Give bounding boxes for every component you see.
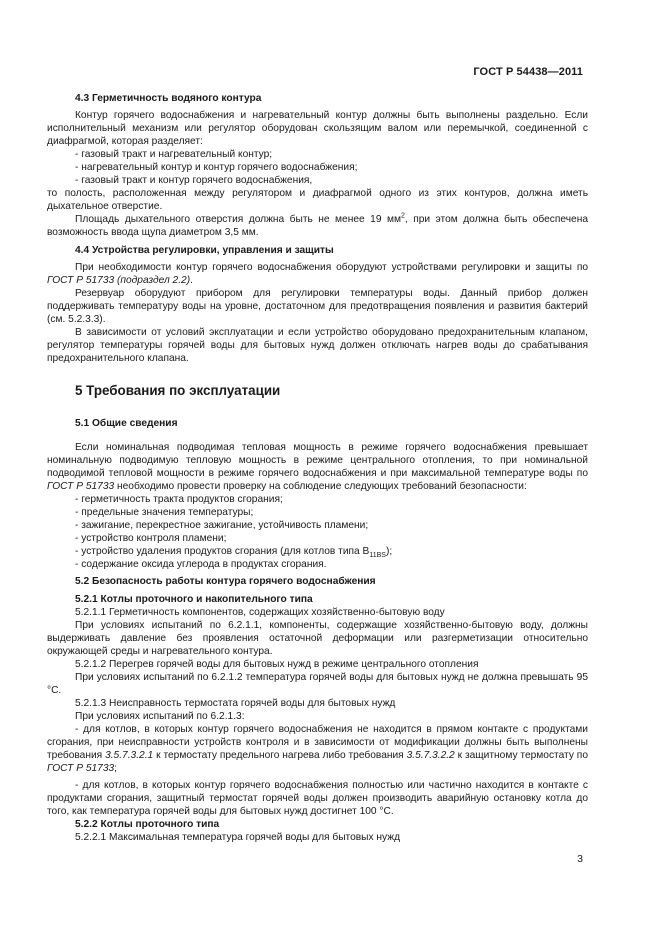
paragraph: Контур горячего водоснабжения и нагревательный контур должны быть выполнены раздельно. Если исполнительный механизм или регулятор оборудован скользящим валом или перемычкой, соединенной с диафрагмой, которая разделяет:	[47, 110, 588, 148]
list-item: - для котлов, в которых контур горячего водоснабжения не находится в прямом контакте с продуктами сгорания, при неисправности устройств контроля и в зависимости от модификации должны быть выполнены требования 3.5.7.3.2.1 к термостату предельного нагрева либо требования 3.5.7.3.2.2 к защитному термостату по ГОСТ Р 51733;	[47, 723, 588, 775]
standard-reference: ГОСТ Р 51733	[47, 763, 115, 775]
standard-header: ГОСТ Р 54438—2011	[473, 66, 583, 78]
paragraph: В зависимости от условий эксплуатации и если устройство оборудовано предохранительным клапаном, регулятор температуры горячей воды для бытовых нужд должен отключать нагрев воды до срабатывания предохранительного клапана.	[47, 326, 588, 364]
page-number: 3	[577, 853, 583, 865]
paragraph: Площадь дыхательного отверстия должна быть не менее 19 $мм^2$, при этом должна быть обеспечена возможность ввода щупа диаметром 3,5 мм.	[47, 213, 589, 239]
subsection-title: 5.2.1.3 Неисправность термостата горячей воды для бытовых нужд	[75, 697, 396, 709]
paragraph: При необходимости контур горячего водоснабжения оборудуют устройствами регулировки и защиты по ГОСТ Р 51733 (подраздел 2.2).	[47, 261, 588, 286]
list-item: - зажигание, перекрестное зажигание, устойчивость пламени;	[75, 520, 369, 532]
list-item: - для котлов, в которых контур горячего водоснабжения полностью или частично находится в контакте с продуктами сгорания, защитный термостат горячей воды должен производить аварийную остановку котла до того, как температура горячей воды для бытовых нужд достигнет 100 °С.	[47, 780, 588, 818]
subsection-title: 5.2.1.1 Герметичность компонентов, содержащих хозяйственно-бытовую воду	[75, 606, 445, 618]
standard-reference: ГОСТ Р 51733 (подраздел 2.2)	[47, 274, 191, 286]
paragraph: При условиях испытаний по 6.2.1.1, компоненты, содержащие хозяйственно-бытовую воду, должны выдерживать давление без проявления остаточной деформации или разгерметизации относительно окружающей среды и нагревательного контура.	[47, 619, 588, 657]
standard-reference: ГОСТ Р 51733	[47, 481, 115, 493]
list-item: - содержание оксида углерода в продуктах сгорания.	[75, 559, 327, 571]
page-body	[47, 92, 588, 844]
subsection-title: 5.2.1.2 Перегрев горячей воды для бытовых нужд в режиме центрального отопления	[75, 658, 479, 670]
paragraph: то полость, расположенная между регулятором и диафрагмой одного из этих контуров, должна иметь дыхательное отверстие.	[47, 188, 588, 213]
list-item: - газовый тракт и контур горячего водоснабжения,	[75, 175, 313, 187]
section-4-3-title: 4.3 Герметичность водяного контура	[75, 93, 262, 104]
list-item: - устройство удаления продуктов сгорания (для котлов типа $B_{11BS}$);	[75, 546, 393, 560]
paragraph: Резервуар оборудуют прибором для регулировки температуры воды. Данный прибор должен поддерживать температуру воды на уровне, достаточном для предотвращения появления и развития бактерий (см. 5.2.3.3).	[47, 287, 588, 325]
section-5-2-title: 5.2 Безопасность работы контура горячего водоснабжения	[75, 576, 376, 588]
section-5-1-title: 5.1 Общие сведения	[75, 417, 178, 429]
list-item: - газовый тракт и нагревательный контур;	[75, 149, 273, 161]
subsection-title: 5.2.2.1 Максимальная температура горячей воды для бытовых нужд	[75, 832, 401, 844]
paragraph: Если номинальная подводимая тепловая мощность в режиме горячего водоснабжения превышает номинальную подводимую тепловую мощность в режиме центрального отопления, то при номинальной подводимой тепловой мощности в режиме горячего водоснабжения и при максимальной температуре воды по ГОСТ Р 51733 необходимо провести проверку на соблюдение следующих требований безопасности:	[47, 441, 588, 493]
section-4-4-title: 4.4 Устройства регулировки, управления и защиты	[75, 244, 334, 256]
paragraph: При условиях испытаний по 6.2.1.3:	[75, 710, 245, 722]
list-item: - устройство контроля пламени;	[75, 533, 227, 545]
list-item: - герметичность тракта продуктов сгорания;	[75, 494, 283, 506]
list-item: - нагревательный контур и контур горячего водоснабжения;	[75, 162, 358, 174]
section-5-title: 5 Требования по эксплуатации	[75, 382, 281, 398]
list-item: - предельные значения температуры;	[75, 507, 254, 519]
section-5-2-1-title: 5.2.1 Котлы проточного и накопительного типа	[75, 593, 313, 605]
paragraph: При условиях испытаний по 6.2.1.2 температура горячей воды для бытовых нужд не должна превышать 95 °С.	[47, 671, 588, 696]
section-5-2-2-title: 5.2.2 Котлы проточного типа	[75, 819, 220, 831]
